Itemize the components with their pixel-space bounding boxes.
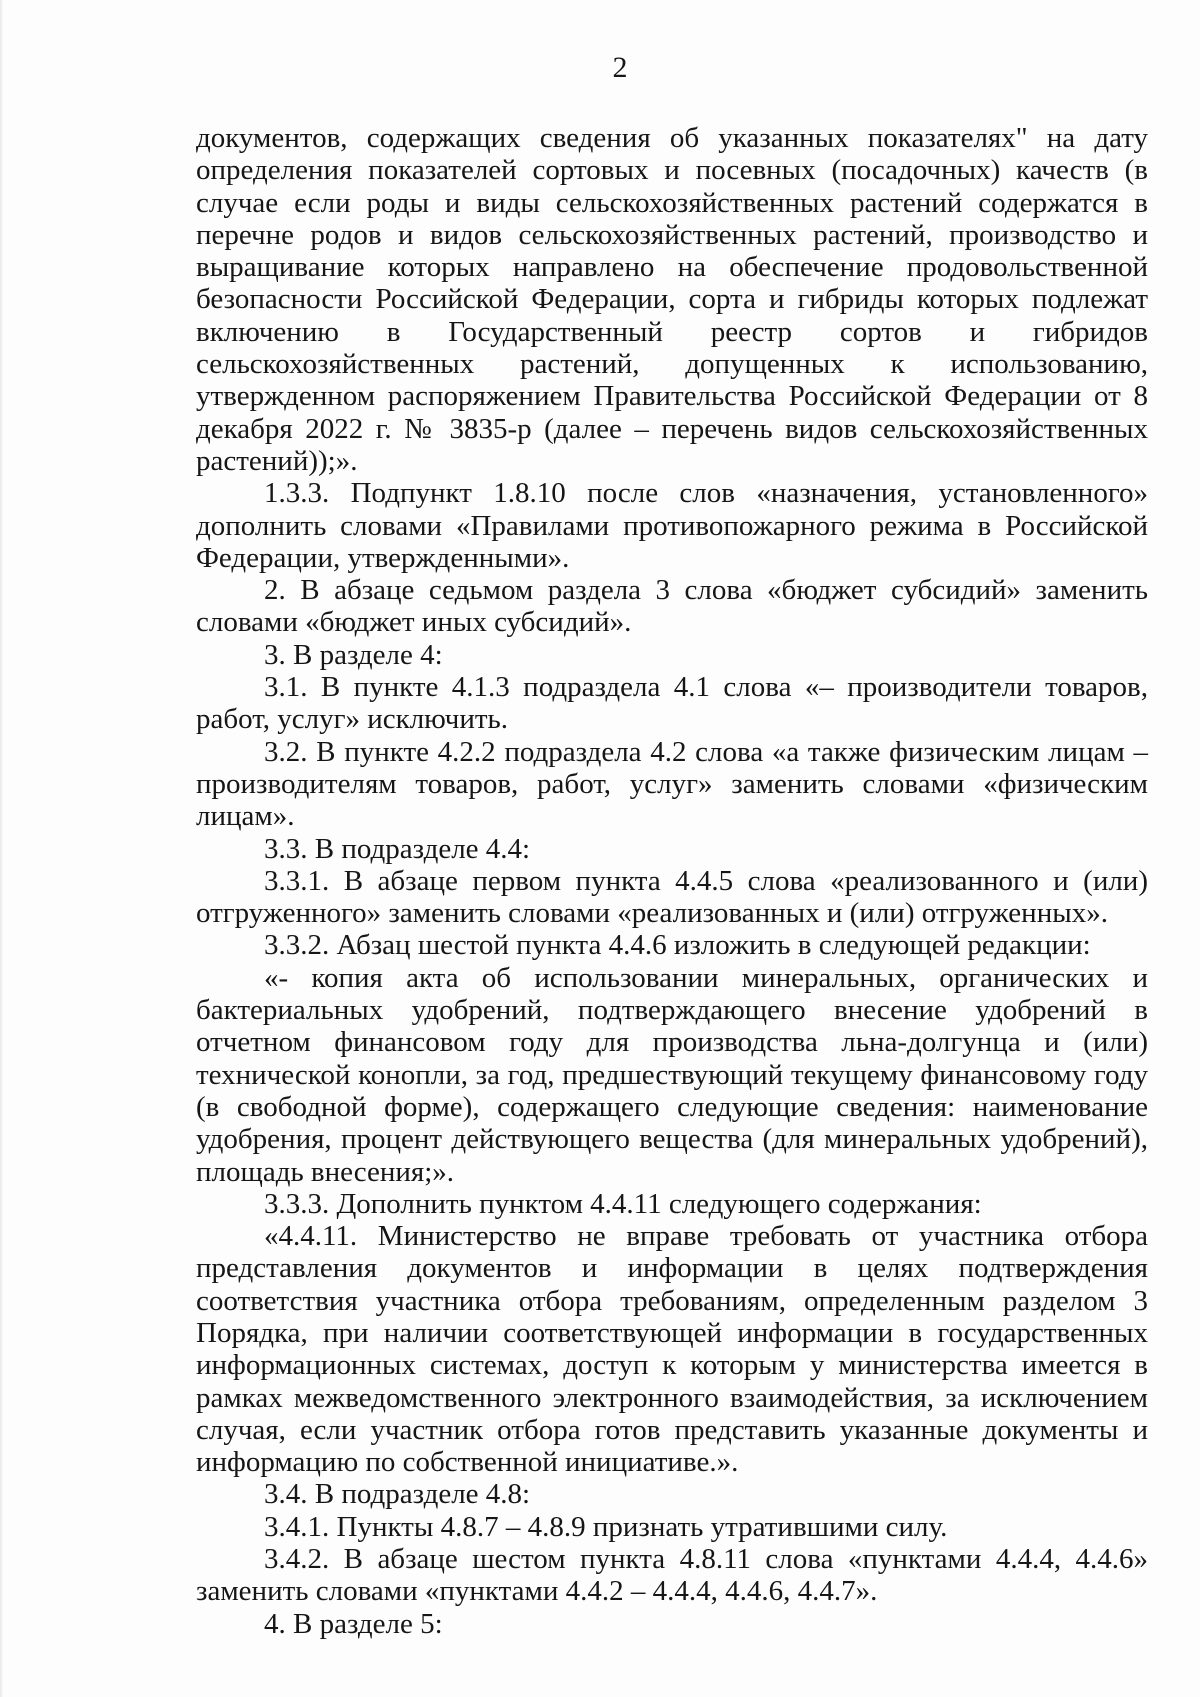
- scan-edge-shadow: [0, 0, 3, 1697]
- paragraph-3-4: 3.4. В подразделе 4.8:: [264, 1478, 531, 1511]
- paragraph-continuation: документов, содержащих сведения об указанных показателях" на дату определения показателей сортовых и посевных (посадочных) качеств (в случае если роды и виды сельскохозяйственных растений содержатся в перечне родов и видов сельскохозяйственных растений, производство и выращивание которых направлено на обеспечение продовольственной безопасности Российской Федерации, сорта и гибриды которых подлежат включению в Государственный реестр сортов и гибридов сельскохозяйственных растений, допущенных к использованию, утвержденном распоряжением Правительства Российской Федерации от 8 декабря 2022 г. № 3835-р (далее – перечень видов сельскохозяйственных растений));».: [196, 122, 1148, 477]
- paragraph-quoted-4-4-11: «4.4.11. Министерство не вправе требовать от участника отбора представления документов и информации в целях подтверждения соответствия участника отбора требованиям, определенным разделом 3 Порядка, при наличии соответствующей информации в государственных информационных системах, доступ к которым у министерства имеется в рамках межведомственного электронного взаимодействия, за исключением случая, если участник отбора готов представить указанные документы и информацию по собственной инициативе.».: [196, 1220, 1148, 1479]
- paragraph-1-3-3: 1.3.3. Подпункт 1.8.10 после слов «назначения, установленного» дополнить словами «Правилами противопожарного режима в Российской Федерации, утвержденными».: [196, 477, 1148, 574]
- paragraph-quoted-fertilizer-act: «- копия акта об использовании минеральных, органических и бактериальных удобрений, подтверждающего внесение удобрений в отчетном финансовом году для производства льна-долгунца и (или) технической конопли, за год, предшествующий текущему финансовому году (в свободной форме), содержащего следующие сведения: наименование удобрения, процент действующего вещества (для минеральных удобрений), площадь внесения;».: [196, 961, 1148, 1188]
- paragraph-3-3: 3.3. В подразделе 4.4:: [264, 832, 531, 865]
- paragraph-4: 4. В разделе 5:: [264, 1607, 443, 1640]
- paragraph-3-3-2: 3.3.2. Абзац шестой пункта 4.4.6 изложить в следующей редакции:: [264, 929, 1091, 962]
- paragraph-3-3-3: 3.3.3. Дополнить пунктом 4.4.11 следующего содержания:: [264, 1187, 982, 1220]
- page-number: 2: [612, 51, 628, 84]
- paragraph-2: 2. В абзаце седьмом раздела 3 слова «бюджет субсидий» заменить словами «бюджет иных субсидий».: [196, 574, 1148, 639]
- paragraph-3-2: 3.2. В пункте 4.2.2 подраздела 4.2 слова «а также физическим лицам – производителям товаров, работ, услуг» заменить словами «физическим лицам».: [196, 735, 1148, 833]
- paragraph-3-3-1: 3.3.1. В абзаце первом пункта 4.4.5 слова «реализованного и (или) отгруженного» заменить словами «реализованных и (или) отгруженных».: [196, 864, 1148, 930]
- document-body: [196, 122, 1148, 1640]
- paragraph-3-4-2: 3.4.2. В абзаце шестом пункта 4.8.11 слова «пунктами 4.4.4, 4.4.6» заменить словами «пунктами 4.4.2 – 4.4.4, 4.4.6, 4.4.7».: [196, 1543, 1148, 1608]
- paragraph-3-1: 3.1. В пункте 4.1.3 подраздела 4.1 слова «– производители товаров, работ, услуг» исключить.: [196, 671, 1148, 736]
- paragraph-3-4-1: 3.4.1. Пункты 4.8.7 – 4.8.9 признать утратившими силу.: [264, 1510, 948, 1543]
- paragraph-3: 3. В разделе 4:: [264, 638, 443, 671]
